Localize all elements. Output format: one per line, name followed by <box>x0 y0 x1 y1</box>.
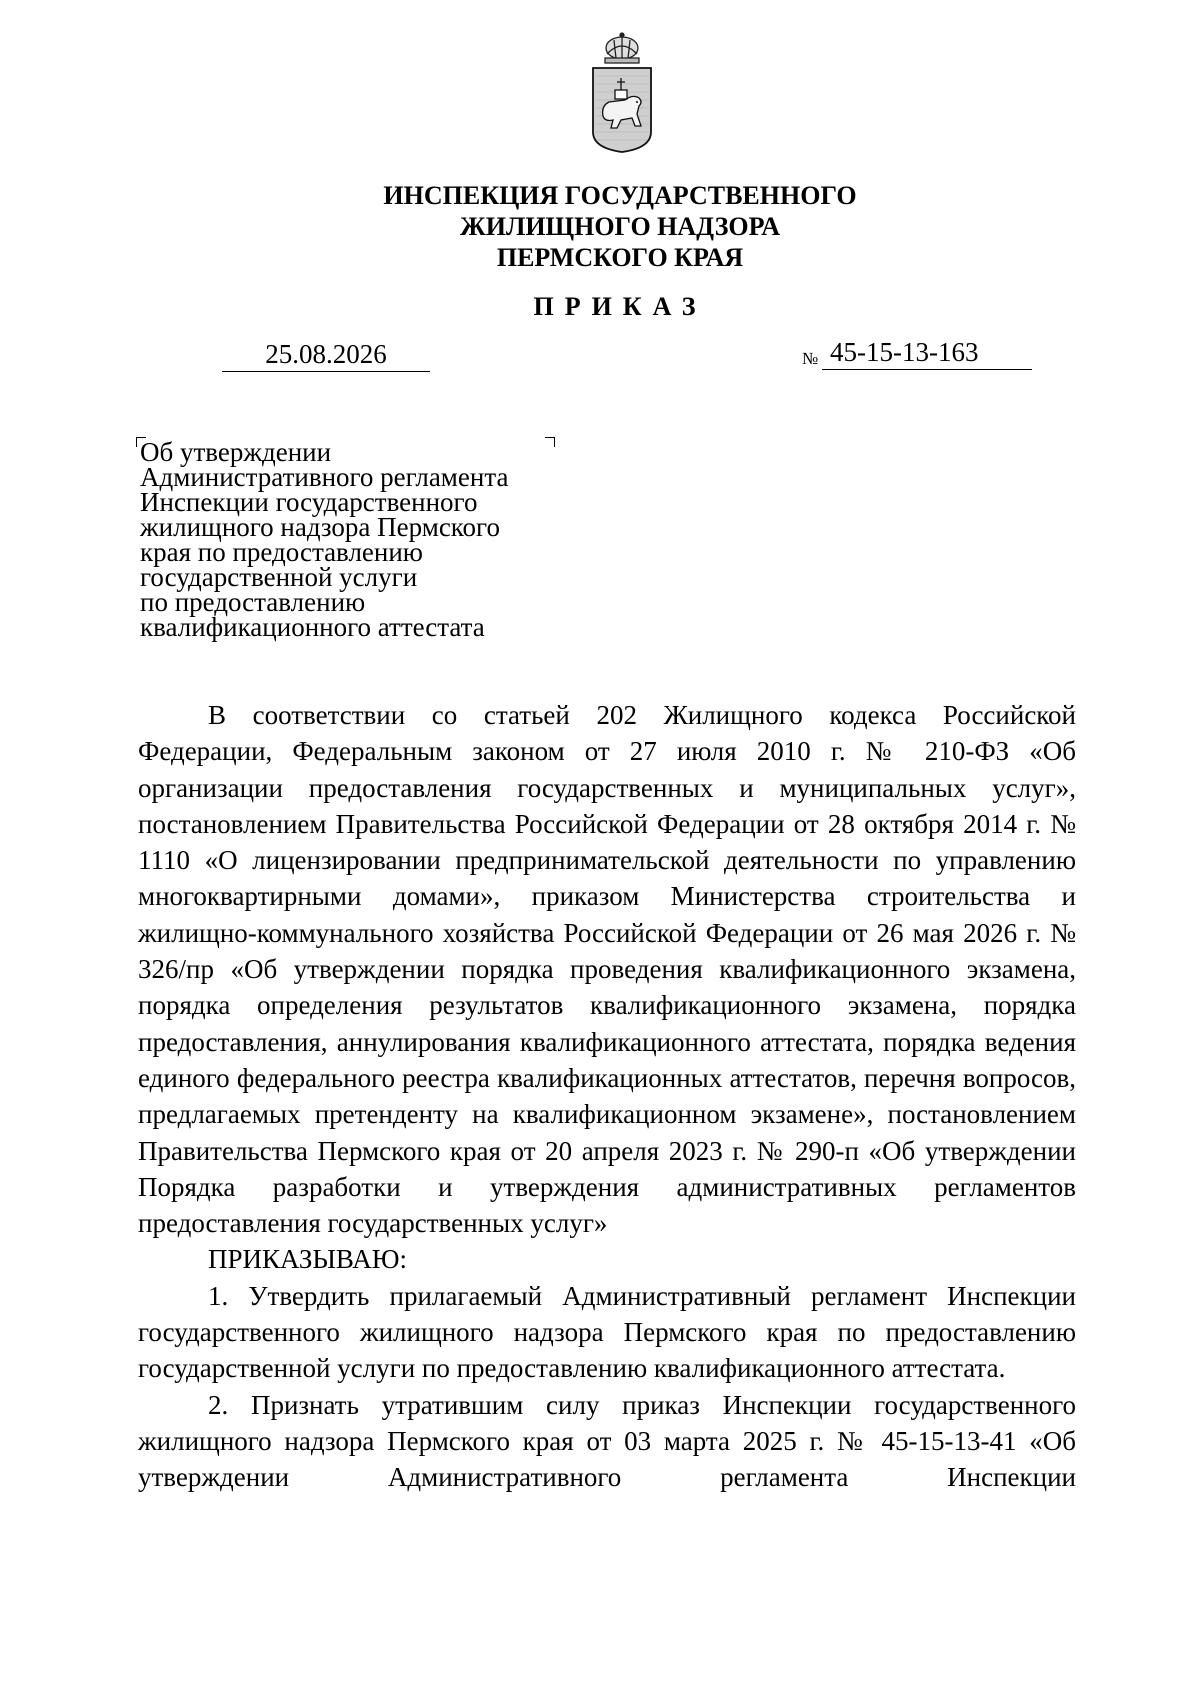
subject-line: жилищного надзора Пермского <box>140 512 500 542</box>
org-line-1: ИНСПЕКЦИЯ ГОСУДАРСТВЕННОГО <box>383 181 857 210</box>
order-date: 25.08.2026 <box>222 337 430 372</box>
order-number-block <box>802 335 1032 371</box>
number-sign: № <box>802 349 819 368</box>
order-item-2: 2. Признать утратившим силу приказ Инспекции государственного жилищного надзора Пермского края от 03 марта 2025 г. № 45-15-13-41 «Об утверждении Административного регламента Инспекции <box>138 1389 1076 1493</box>
org-line-3: ПЕРМСКОГО КРАЯ <box>496 243 744 272</box>
order-subject <box>140 437 560 642</box>
order-item-1: 1. Утвердить прилагаемый Административный регламент Инспекции государственного жилищного надзора Пермского края по предоставлению государственной услуги по предоставлению квалификационного аттестата. <box>138 1280 1076 1384</box>
subject-line: по предоставлению <box>140 587 366 617</box>
order-number: 45-15-13-163 <box>822 335 1032 370</box>
subject-line: Об утверждении <box>140 437 332 467</box>
order-directive: ПРИКАЗЫВАЮ: <box>208 1244 407 1275</box>
subject-line: края по предоставлению <box>140 537 423 567</box>
subject-line: квалификационного аттестата <box>140 612 485 642</box>
subject-line: Административного регламента <box>140 462 509 492</box>
subject-line: государственной услуги <box>140 562 418 592</box>
subject-line: Инспекции государственного <box>140 487 478 517</box>
preamble-paragraph: В соответствии со статьей 202 Жилищного кодекса Российской Федерации, Федеральным законом от 27 июля 2010 г. № 210-ФЗ «Об организации предоставления государственных и муниципальных услуг», постановлением Правительства Российской Федерации от 28 октября 2014 г. № 1110 «О лицензировании предпринимательской деятельности по управлению многоквартирными домами», приказом Министерства строительства и жилищно-коммунального хозяйства Российской Федерации от 26 мая 2026 г. № 326/пр «Об утверждении порядка проведения квалификационного экзамена, порядка определения результатов квалификационного экзамена, порядка предоставления, аннулирования квалификационного аттестата, порядка ведения единого федерального реестра квалификационных аттестатов, перечня вопросов, предлагаемых претенденту на квалификационном экзамене», постановлением Правительства Пермского края от 20 апреля 2023 г. № 290-п «Об утверждении Порядка разработки и утверждения административных регламентов предоставления государственных услуг» <box>138 700 1076 1239</box>
org-line-2: ЖИЛИЩНОГО НАДЗОРА <box>460 212 780 241</box>
organization-name <box>300 180 940 273</box>
order-body <box>138 697 1076 1496</box>
document-type-title: ПРИКАЗ <box>533 292 707 321</box>
coat-of-arms-emblem <box>585 32 659 154</box>
